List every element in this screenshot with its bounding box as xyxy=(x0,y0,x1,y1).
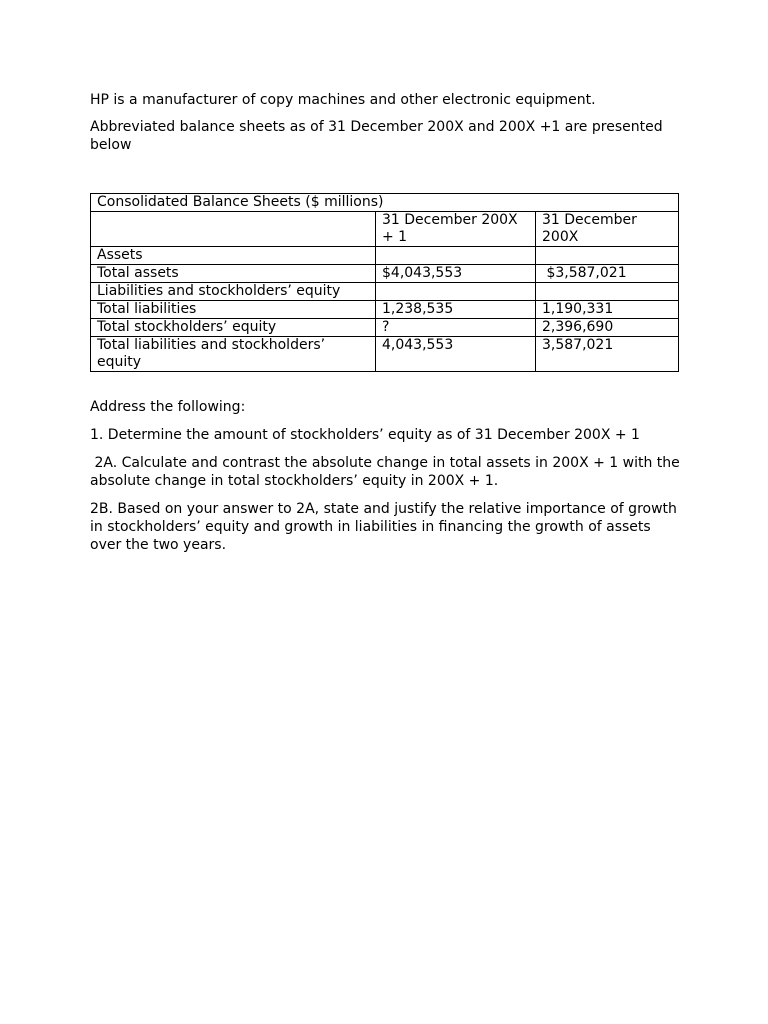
row-label: Liabilities and stockholders’ equity xyxy=(91,283,376,301)
row-value-year-1 xyxy=(376,247,536,265)
table-row xyxy=(91,247,679,265)
intro-paragraph-2: Abbreviated balance sheets as of 31 December 200X and 200X +1 are presented below xyxy=(90,119,663,153)
row-value-year-1: 1,238,535 xyxy=(376,301,536,319)
row-value-year-0 xyxy=(536,283,679,301)
table-row xyxy=(91,301,679,319)
table-row xyxy=(91,337,679,372)
row-value-year-0: 2,396,690 xyxy=(536,319,679,337)
table-row xyxy=(91,283,679,301)
table-header-row xyxy=(91,212,679,247)
table-title-row xyxy=(91,194,679,212)
question-2b: 2B. Based on your answer to 2A, state and justify the relative importance of growth in stockholders’ equity and growth in liabilities in financing the growth of assets over the two years. xyxy=(90,501,677,553)
row-label: Assets xyxy=(91,247,376,265)
row-label: Total liabilities xyxy=(91,301,376,319)
row-label: Total assets xyxy=(91,265,376,283)
table-row xyxy=(91,265,679,283)
balance-sheet-table xyxy=(90,193,679,372)
header-cell-year-0: 31 December 200X xyxy=(536,212,679,247)
header-cell-year-1: 31 December 200X + 1 xyxy=(376,212,536,247)
row-value-year-1: 4,043,553 xyxy=(376,337,536,372)
row-value-year-1: ? xyxy=(376,319,536,337)
row-value-year-0 xyxy=(536,247,679,265)
table-row xyxy=(91,319,679,337)
row-label: Total liabilities and stockholders’ equity xyxy=(91,337,376,372)
row-value-year-1: $4,043,553 xyxy=(376,265,536,283)
row-value-year-0: 3,587,021 xyxy=(536,337,679,372)
intro-paragraph-1: HP is a manufacturer of copy machines and other electronic equipment. xyxy=(90,92,596,108)
table-title: Consolidated Balance Sheets ($ millions) xyxy=(91,194,679,212)
row-value-year-1 xyxy=(376,283,536,301)
question-2a: 2A. Calculate and contrast the absolute change in total assets in 200X + 1 with the absolute change in total stockholders’ equity in 200X + 1. xyxy=(90,455,685,489)
row-value-year-0: $3,587,021 xyxy=(536,265,679,283)
row-label: Total stockholders’ equity xyxy=(91,319,376,337)
questions-intro: Address the following: xyxy=(90,399,246,415)
document-page xyxy=(90,91,685,554)
row-value-year-0: 1,190,331 xyxy=(536,301,679,319)
header-cell-label xyxy=(91,212,376,247)
question-1: 1. Determine the amount of stockholders’ equity as of 31 December 200X + 1 xyxy=(90,427,640,443)
